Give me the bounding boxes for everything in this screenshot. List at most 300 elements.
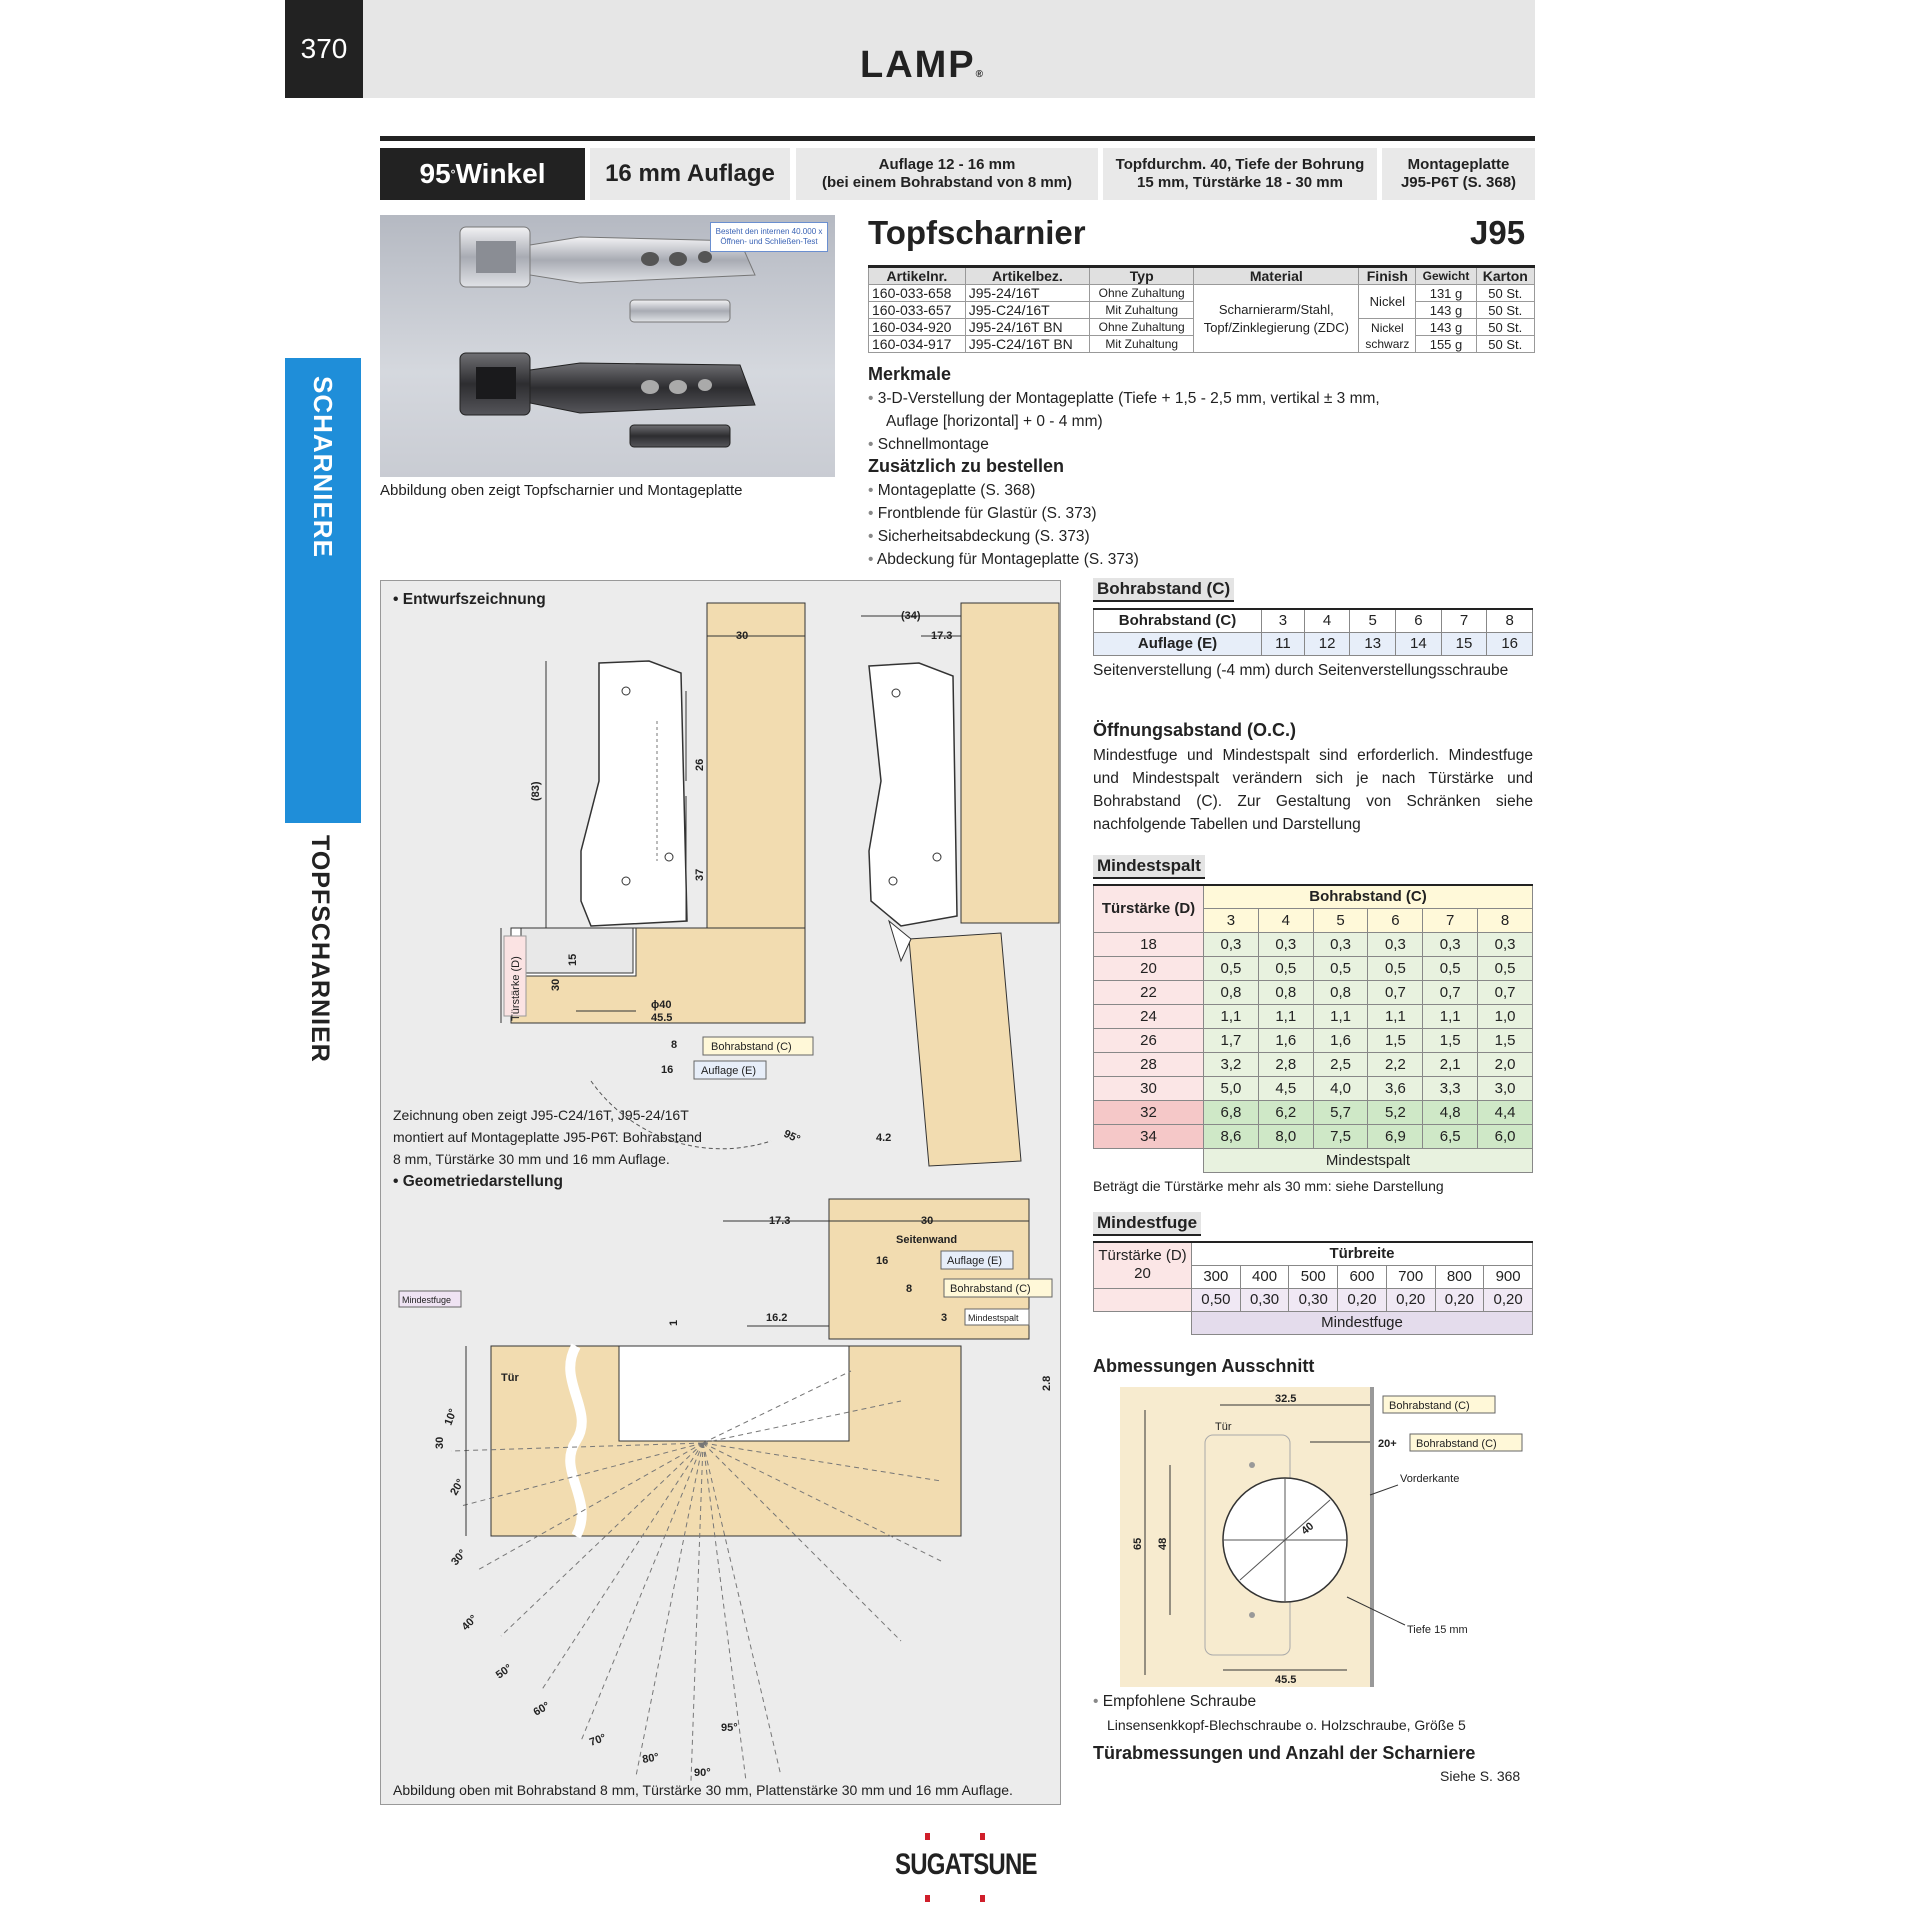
tag-bohrabstand: Bohrabstand (C) (711, 1041, 792, 1053)
mindestspalt-note: Beträgt die Türstärke mehr als 30 mm: siehe Darstellung (1093, 1178, 1444, 1194)
dim-34: (34) (901, 610, 921, 622)
range-line-1: Auflage 12 - 16 mm (878, 156, 1016, 173)
table-row (1094, 980, 1533, 1004)
cell-value: 1,0 (1478, 1004, 1533, 1028)
angle-30: 30° (449, 1547, 469, 1568)
geo-dim-3: 3 (941, 1312, 948, 1324)
front-edge-label: Vorderkante (1400, 1473, 1460, 1485)
extra-item: Sicherheitsabdeckung (S. 373) (877, 528, 1090, 545)
bullet-icon: • (868, 551, 874, 568)
design-caption (393, 1104, 761, 1170)
cell-value: 6,9 (1368, 1124, 1423, 1148)
door-label: Tür (501, 1372, 519, 1384)
cell-value: 0,3 (1368, 932, 1423, 956)
product-photo (380, 215, 835, 477)
cell-value: 0,3 (1313, 932, 1368, 956)
cell-value: 0,8 (1204, 980, 1259, 1004)
cutout-tag-bohrabstand-2: Bohrabstand (C) (1416, 1438, 1497, 1450)
cup-line-2: 15 mm, Türstärke 18 - 30 mm (1137, 174, 1343, 191)
cell-value: 4,4 (1478, 1100, 1533, 1124)
cell-value: 5,2 (1368, 1100, 1423, 1124)
table-row (1094, 932, 1533, 956)
cell-value: 0,5 (1368, 956, 1423, 980)
cell-value: 0,7 (1423, 980, 1478, 1004)
cell-typ: Mit Zuhaltung (1090, 336, 1194, 353)
geometry-label-text: Geometriedarstellung (402, 1173, 563, 1190)
table-row (1094, 1242, 1533, 1265)
row-door-thickness: 18 (1094, 932, 1204, 956)
col-typ: Typ (1090, 267, 1194, 285)
list-item (868, 548, 1139, 571)
col-header: 4 (1258, 908, 1313, 932)
product-title: Topfscharnier (868, 214, 1086, 251)
technical-drawings (381, 581, 1062, 1806)
bullet-icon: • (868, 528, 874, 545)
screw-title-text: Empfohlene Schraube (1102, 1693, 1257, 1710)
cell-value: 2,1 (1423, 1052, 1478, 1076)
dim-4-2: 4.2 (876, 1132, 892, 1144)
list-item (868, 433, 1380, 456)
cell-value: 2,2 (1368, 1052, 1423, 1076)
cell-value: 8,0 (1258, 1124, 1313, 1148)
cell-value: 6,5 (1423, 1124, 1478, 1148)
cell-value: 2,5 (1313, 1052, 1368, 1076)
cell-nr: 160-034-917 (869, 336, 966, 353)
bullet-icon: • (868, 390, 874, 407)
empty-cell (1094, 1148, 1204, 1172)
row-door-thickness: 32 (1094, 1100, 1204, 1124)
category-tab[interactable] (285, 358, 361, 823)
design-label-text: Entwurfszeichnung (402, 591, 546, 608)
col-header-bohrabstand: Bohrabstand (C) (1204, 885, 1533, 908)
cell-value: 0,20 (1386, 1288, 1435, 1311)
mindestfuge-footer: Mindestfuge (1192, 1311, 1533, 1334)
opening-clearance-title: Öffnungsabstand (O.C.) (1093, 720, 1296, 740)
dim-16: 16 (661, 1064, 674, 1076)
cell-value: 0,7 (1478, 980, 1533, 1004)
cell-value: 1,1 (1258, 1004, 1313, 1028)
table-row (1094, 956, 1533, 980)
cell-value: 1,5 (1368, 1028, 1423, 1052)
cell-value: 1,7 (1204, 1028, 1259, 1052)
col-header: 7 (1423, 908, 1478, 932)
row-door-thickness: 26 (1094, 1028, 1204, 1052)
row-door-thickness: 24 (1094, 1004, 1204, 1028)
article-table-header (869, 267, 1535, 285)
dim-30: 30 (736, 630, 749, 642)
cell-nr: 160-033-658 (869, 285, 966, 302)
row-header-line-2: 20 (1134, 1265, 1151, 1283)
col-header: 6 (1368, 908, 1423, 932)
spec-opening-angle (380, 148, 585, 200)
cell-value: 1,1 (1204, 1004, 1259, 1028)
test-badge (710, 222, 828, 252)
cell-value: 8 (1487, 609, 1533, 632)
dim-95-angle: 95° (781, 1127, 802, 1146)
page-number: 370 (285, 0, 363, 98)
cell-bez: J95-24/16T (965, 285, 1089, 302)
angle-80: 80° (641, 1751, 660, 1766)
tag-mindestspalt: Mindestspalt (968, 1313, 1019, 1323)
list-item (868, 502, 1139, 525)
mindestfuge-title: Mindestfuge (1093, 1212, 1201, 1236)
cell-value: 1,5 (1423, 1028, 1478, 1052)
table-row (869, 285, 1535, 302)
cell-value: 5,0 (1204, 1076, 1259, 1100)
mindestspalt-table (1093, 884, 1533, 1173)
table-row (1094, 1148, 1533, 1172)
depth-label: Tiefe 15 mm (1407, 1624, 1468, 1636)
plate-line-2: J95-P6T (S. 368) (1400, 174, 1517, 191)
angle-60: 60° (531, 1699, 552, 1719)
article-table (868, 265, 1535, 353)
col-material: Material (1194, 267, 1359, 285)
mindestspalt-footer: Mindestspalt (1204, 1148, 1533, 1172)
row-header-door-thickness: Türstärke (D) (1094, 885, 1204, 932)
cell-value: 8,6 (1204, 1124, 1259, 1148)
table-row (1094, 1288, 1533, 1311)
cell-value: 1,1 (1313, 1004, 1368, 1028)
side-wall-label: Seitenwand (896, 1234, 958, 1246)
angle-95: 95° (721, 1722, 738, 1734)
angle-90: 90° (694, 1767, 711, 1779)
cell-value: 0,20 (1338, 1288, 1387, 1311)
subcategory-label: TOPFSCHARNIER (306, 835, 334, 1063)
angle-word: Winkel (455, 158, 546, 189)
mindestfuge-table (1093, 1241, 1533, 1335)
cutout-dim-40: 40 (1299, 1520, 1317, 1538)
cell-value: 4,8 (1423, 1100, 1478, 1124)
geometry-drawing (399, 1199, 1053, 1781)
badge-line-2: Öffnen- und Schließen-Test (720, 237, 818, 246)
geo-dim-2-8: 2.8 (1041, 1375, 1053, 1391)
door-thickness-label: Türstärke (D) (510, 956, 522, 1021)
cell-value: 0,3 (1478, 932, 1533, 956)
extras-list (868, 479, 1139, 571)
cell-value: 5,7 (1313, 1100, 1368, 1124)
list-item (868, 525, 1139, 548)
table-row (1094, 1100, 1533, 1124)
plate-line-1: Montageplatte (1407, 156, 1510, 173)
cell-value: 1,6 (1313, 1028, 1368, 1052)
table-row (1094, 1004, 1533, 1028)
list-item (868, 479, 1139, 502)
cell-value: 0,20 (1484, 1288, 1533, 1311)
screw-title (1093, 1693, 1256, 1711)
tag-auflage: Auflage (E) (701, 1065, 757, 1077)
col-header: 300 (1192, 1265, 1241, 1288)
extra-item: Montageplatte (S. 368) (877, 482, 1036, 499)
cell-value: 13 (1350, 632, 1396, 655)
cell-value: 16 (1487, 632, 1533, 655)
row-door-thickness: 30 (1094, 1076, 1204, 1100)
cutout-title: Abmessungen Ausschnitt (1093, 1356, 1315, 1376)
cutout-dim-45-5: 45.5 (1275, 1674, 1297, 1686)
cell-material: Scharnierarm/Stahl, Topf/Zinklegierung (ZDC) (1194, 285, 1359, 353)
bullet-icon: • (868, 482, 874, 499)
cell-value: 2,8 (1258, 1052, 1313, 1076)
cell-value: 3 (1262, 609, 1305, 632)
dim-phi40: ϕ40 (651, 999, 672, 1011)
extra-item: Frontblende für Glastür (S. 373) (877, 505, 1097, 522)
geo-dim-8: 8 (906, 1283, 913, 1295)
cell-value: 0,30 (1289, 1288, 1338, 1311)
door-dimensions-title: Türabmessungen und Anzahl der Scharniere (1093, 1743, 1476, 1763)
cell-value: 0,5 (1478, 956, 1533, 980)
dim-83: (83) (530, 781, 542, 801)
cutout-dim-20: 20+ (1378, 1438, 1397, 1450)
angle-20: 20° (448, 1477, 467, 1498)
cell-value: 0,5 (1313, 956, 1368, 980)
bullet-icon: • (868, 505, 874, 522)
col-finish: Finish (1359, 267, 1416, 285)
spec-overlay-range (796, 148, 1098, 200)
cell-typ: Ohne Zuhaltung (1090, 285, 1194, 302)
angle-value: 95 (419, 158, 451, 189)
cell-value: 0,50 (1192, 1288, 1241, 1311)
cell-gewicht: 131 g (1416, 285, 1476, 302)
geo-tag-bohrabstand: Bohrabstand (C) (950, 1283, 1031, 1295)
row-door-thickness: 22 (1094, 980, 1204, 1004)
cell-finish-nickel: Nickel (1359, 285, 1416, 319)
feature-2: Schnellmontage (877, 436, 989, 453)
cell-value: 3,0 (1478, 1076, 1533, 1100)
angle-40: 40° (459, 1612, 480, 1634)
col-header: 900 (1484, 1265, 1533, 1288)
col-artikelnr: Artikelnr. (869, 267, 966, 285)
table-row (1094, 632, 1533, 655)
cell-karton: 50 St. (1476, 302, 1534, 319)
bohrabstand-note: Seitenverstellung (-4 mm) durch Seitenverstellungsschraube (1093, 662, 1509, 679)
angle-50: 50° (493, 1662, 515, 1682)
table-row (1094, 609, 1533, 632)
features-list (868, 387, 1380, 456)
design-drawing-label: • Entwurfszeichnung (393, 591, 546, 608)
cell-value: 11 (1262, 632, 1305, 655)
row-header-door-thickness (1094, 1242, 1192, 1288)
cell-nr: 160-033-657 (869, 302, 966, 319)
cell-bez: J95-24/16T BN (965, 319, 1089, 336)
cell-typ: Mit Zuhaltung (1090, 302, 1194, 319)
extras-title: Zusätzlich zu bestellen (868, 456, 1065, 476)
geo-dim-1: 1 (668, 1319, 680, 1326)
cutout-drawing (1115, 1385, 1535, 1690)
bullet-icon: • (868, 436, 874, 453)
feature-1-line-2: Auflage [horizontal] + 0 - 4 mm) (886, 413, 1103, 430)
col-header: 5 (1313, 908, 1368, 932)
badge-line-1: Besteht den internen 40.000 x (715, 227, 823, 236)
features-title: Merkmale (868, 364, 952, 384)
cell-value: 0,30 (1240, 1288, 1289, 1311)
bullet-icon: • (1093, 1693, 1099, 1710)
geo-dim-16-2: 16.2 (766, 1312, 788, 1324)
col-header: 800 (1435, 1265, 1484, 1288)
table-row (1094, 1311, 1533, 1334)
door-dimensions-ref[interactable]: Siehe S. 368 (1440, 1768, 1521, 1784)
cell-value: 6,0 (1478, 1124, 1533, 1148)
feature-1-line-1: 3-D-Verstellung der Montageplatte (Tiefe + 1,5 - 2,5 mm, vertikal ± 3 mm, (877, 390, 1380, 407)
extra-item: Abdeckung für Montageplatte (S. 373) (876, 551, 1139, 568)
degree-sign: ° (450, 167, 456, 181)
opening-clearance-text: Mindestfuge und Mindestspalt sind erforderlich. Mindestfuge und Mindestspalt verändern sich je nach Türstärke und Bohrabstand (C). Zur Gestaltung von Schränken siehe nachfolgende Tabellen und Darstellung (1093, 747, 1533, 833)
product-model: J95 (1470, 214, 1526, 251)
design-caption-line-2: montiert auf Montageplatte J95-P6T: Bohrabstand (393, 1129, 702, 1145)
sugatsune-logo: SUGATSUNE (895, 1848, 1037, 1881)
spec-overlay: 16 mm Auflage (590, 148, 790, 200)
row-label-auflage: Auflage (E) (1094, 632, 1262, 655)
cell-karton: 50 St. (1476, 336, 1534, 353)
finish-black-1: Nickel (1371, 320, 1404, 335)
cell-value: 4 (1304, 609, 1350, 632)
cell-value: 1,6 (1258, 1028, 1313, 1052)
spec-cup-diameter (1103, 148, 1377, 200)
spec-mounting-plate (1382, 148, 1535, 200)
cell-value: 6,2 (1258, 1100, 1313, 1124)
col-header: 400 (1240, 1265, 1289, 1288)
col-header: 8 (1478, 908, 1533, 932)
table-row (1094, 1052, 1533, 1076)
screw-text: Linsensenkkopf-Blechschraube o. Holzschraube, Größe 5 (1107, 1717, 1466, 1733)
dim-37: 37 (694, 868, 706, 881)
cell-value: 0,8 (1258, 980, 1313, 1004)
table-row (1094, 885, 1533, 908)
cell-value: 0,20 (1435, 1288, 1484, 1311)
cell-value: 0,5 (1258, 956, 1313, 980)
cell-finish-black (1359, 319, 1416, 353)
row-door-thickness: 20 (1094, 956, 1204, 980)
row-door-thickness: 34 (1094, 1124, 1204, 1148)
tag-mindestfuge: Mindestfuge (402, 1295, 452, 1305)
cell-gewicht: 155 g (1416, 336, 1476, 353)
cell-value: 1,5 (1478, 1028, 1533, 1052)
dim-26: 26 (694, 758, 706, 771)
geometry-caption: Abbildung oben mit Bohrabstand 8 mm, Türstärke 30 mm, Plattenstärke 30 mm und 16 mm Auflage. (393, 1782, 1013, 1798)
cell-value: 6,8 (1204, 1100, 1259, 1124)
cell-value: 4,0 (1313, 1076, 1368, 1100)
design-drawing-right (782, 603, 1059, 1166)
cup-line-1: Topfdurchm. 40, Tiefe der Bohrung (1115, 156, 1365, 173)
cell-value: 2,0 (1478, 1052, 1533, 1076)
cell-value: 0,3 (1204, 932, 1259, 956)
geo-tag-auflage: Auflage (E) (947, 1255, 1003, 1267)
range-line-2: (bei einem Bohrabstand von 8 mm) (821, 174, 1073, 191)
empty-cell (1094, 1288, 1192, 1311)
row-header-line-1: Türstärke (D) (1098, 1247, 1187, 1265)
geo-dim-17-3: 17.3 (769, 1215, 791, 1227)
geometry-drawing-label: • Geometriedarstellung (393, 1173, 563, 1190)
geo-dim-16: 16 (876, 1255, 889, 1267)
table-row (1094, 1028, 1533, 1052)
cell-value: 0,8 (1313, 980, 1368, 1004)
design-caption-line-1: Zeichnung oben zeigt J95-C24/16T, J95-24/16T (393, 1107, 689, 1123)
angle-70: 70° (587, 1731, 608, 1749)
black-hinge (460, 353, 755, 447)
cell-gewicht: 143 g (1416, 319, 1476, 336)
col-karton: Karton (1476, 267, 1534, 285)
cell-karton: 50 St. (1476, 285, 1534, 302)
col-artikelbez: Artikelbez. (965, 267, 1089, 285)
col-header-door-width: Türbreite (1192, 1242, 1533, 1265)
cell-value: 4,5 (1258, 1076, 1313, 1100)
cell-value: 7,5 (1313, 1124, 1368, 1148)
cutout-dim-65: 65 (1132, 1537, 1144, 1550)
mindestspalt-title: Mindestspalt (1093, 855, 1205, 879)
cell-value: 12 (1304, 632, 1350, 655)
table-row (1094, 1076, 1533, 1100)
finish-black-2: schwarz (1365, 336, 1410, 351)
dim-15: 15 (567, 953, 579, 966)
cell-value: 0,3 (1423, 932, 1478, 956)
col-header: 700 (1386, 1265, 1435, 1288)
cutout-dim-48: 48 (1157, 1537, 1169, 1550)
col-header: 3 (1204, 908, 1259, 932)
table-row (1094, 1124, 1533, 1148)
list-item (868, 387, 1380, 410)
header-divider (380, 136, 1535, 141)
cell-value: 7 (1441, 609, 1487, 632)
empty-cell (1094, 1311, 1192, 1334)
dim-30-door: 30 (550, 978, 562, 991)
mindestspalt-body (1094, 932, 1533, 1148)
cell-value: 0,7 (1368, 980, 1423, 1004)
cell-value: 15 (1441, 632, 1487, 655)
row-label-bohrabstand: Bohrabstand (C) (1094, 609, 1262, 632)
brand-name: LAMP (860, 44, 976, 86)
cell-bez: J95-C24/16T BN (965, 336, 1089, 353)
col-gewicht: Gewicht (1416, 267, 1476, 285)
col-header: 600 (1338, 1265, 1387, 1288)
cell-value: 3,3 (1423, 1076, 1478, 1100)
drawing-panel (380, 580, 1061, 1805)
cell-value: 14 (1396, 632, 1442, 655)
bohrabstand-title: Bohrabstand (C) (1093, 578, 1234, 602)
geo-dim-30: 30 (921, 1215, 934, 1227)
cutout-dim-32-5: 32.5 (1275, 1393, 1297, 1405)
cell-value: 0,3 (1258, 932, 1313, 956)
row-door-thickness: 28 (1094, 1052, 1204, 1076)
registered-mark: ® (975, 69, 986, 80)
dim-8: 8 (671, 1039, 678, 1051)
cell-value: 0,5 (1204, 956, 1259, 980)
angle-10: 10° (442, 1407, 460, 1428)
geo-dim-30-vertical: 30 (434, 1436, 446, 1449)
cell-value: 3,6 (1368, 1076, 1423, 1100)
cell-value: 5 (1350, 609, 1396, 632)
cell-value: 6 (1396, 609, 1442, 632)
cell-typ: Ohne Zuhaltung (1090, 319, 1194, 336)
category-tab-label: SCHARNIERE (308, 376, 338, 558)
cell-value: 1,1 (1423, 1004, 1478, 1028)
cell-value: 0,5 (1423, 956, 1478, 980)
design-drawing-left (501, 603, 813, 1149)
cutout-door-label: Tür (1215, 1421, 1232, 1433)
photo-caption: Abbildung oben zeigt Topfscharnier und Montageplatte (380, 482, 743, 499)
cell-nr: 160-034-920 (869, 319, 966, 336)
design-caption-line-3: 8 mm, Türstärke 30 mm und 16 mm Auflage. (393, 1151, 670, 1167)
dim-45-5: 45.5 (651, 1012, 673, 1024)
cell-bez: J95-C24/16T (965, 302, 1089, 319)
col-header: 500 (1289, 1265, 1338, 1288)
lamp-logo (860, 44, 985, 87)
hinge-illustration (380, 215, 835, 477)
cutout-tag-bohrabstand: Bohrabstand (C) (1389, 1400, 1470, 1412)
cell-value: 3,2 (1204, 1052, 1259, 1076)
cell-gewicht: 143 g (1416, 302, 1476, 319)
dim-17-3: 17.3 (931, 630, 953, 642)
bohrabstand-table (1093, 608, 1533, 656)
cell-karton: 50 St. (1476, 319, 1534, 336)
cell-value: 1,1 (1368, 1004, 1423, 1028)
